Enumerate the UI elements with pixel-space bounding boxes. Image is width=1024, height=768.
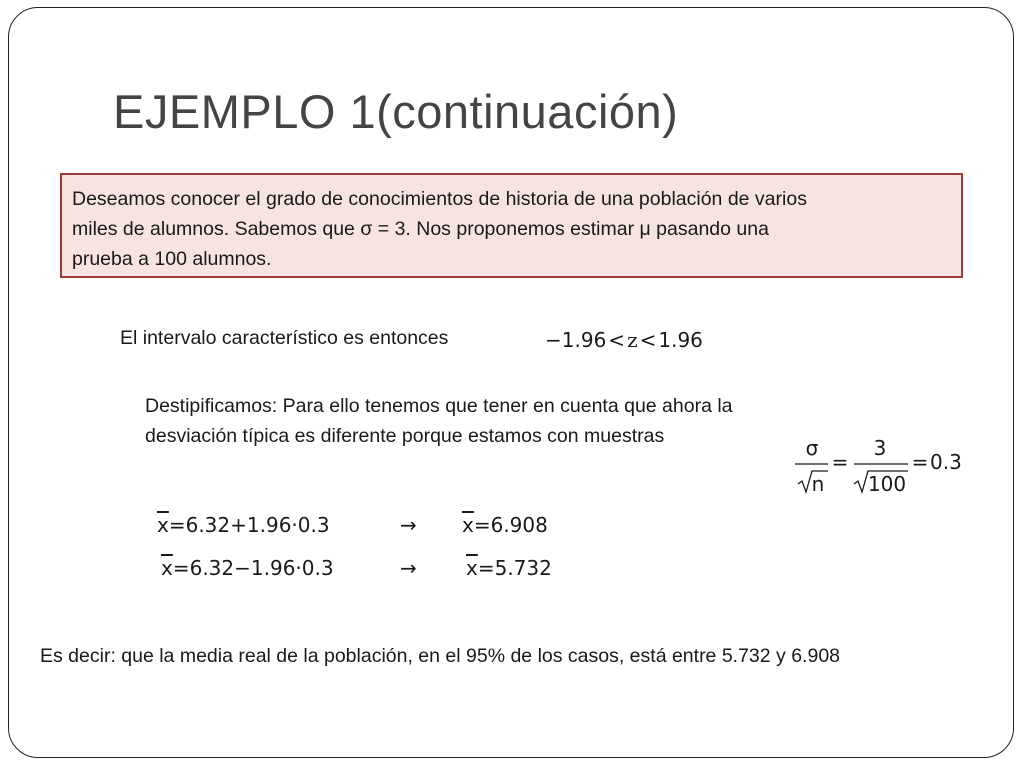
problem-line-1: Deseamos conocer el grado de conocimientos de historia de una población de varios	[72, 188, 807, 210]
z-variable: z	[627, 328, 638, 352]
sigma-frac-result: 0.3	[930, 450, 962, 474]
implies-arrow-icon: →	[400, 556, 417, 580]
less-than-symbol: <	[608, 328, 626, 352]
lower-limit-result	[466, 556, 552, 580]
slide-title: EJEMPLO 1(continuación)	[113, 85, 679, 138]
x-bar-variable: $\overline{x}$	[157, 513, 169, 537]
equals-symbol: =	[831, 450, 849, 474]
sigma-symbol: σ	[805, 436, 819, 460]
problem-line-2: miles de alumnos. Sabemos que σ = 3. Nos proponemos estimar μ pasando una	[72, 218, 769, 240]
equals-symbol: =	[911, 450, 929, 474]
sigma-over-sqrt-n-formula	[790, 430, 980, 500]
destipify-line-1: Destipificamos: Para ello tenemos que tener en cuenta que ahora la	[145, 395, 733, 417]
numerator-three: 3	[873, 436, 887, 460]
denominator-hundred: 100	[867, 472, 907, 496]
implies-arrow-icon: →	[400, 513, 417, 537]
lower-limit-value: =5.732	[477, 556, 552, 580]
upper-limit-value: =6.908	[473, 513, 548, 537]
problem-line-3: prueba a 100 alumnos.	[72, 248, 272, 270]
destipify-line-2: desviación típica es diferente porque estamos con muestras	[145, 425, 665, 447]
interval-lower-bound: −1.96	[545, 328, 607, 352]
n-variable: n	[811, 472, 825, 496]
upper-limit-equation	[157, 513, 330, 537]
x-bar-variable: $\overline{x}$	[462, 513, 474, 537]
lower-limit-expression: =6.32−1.96·0.3	[172, 556, 334, 580]
problem-statement-box	[60, 173, 963, 278]
x-bar-variable: $\overline{x}$	[161, 556, 173, 580]
x-bar-variable: $\overline{x}$	[466, 556, 478, 580]
interval-upper-bound: 1.96	[658, 328, 703, 352]
interval-label: El intervalo característico es entonces	[120, 327, 449, 349]
less-than-symbol: <	[639, 328, 657, 352]
upper-limit-expression: =6.32+1.96·0.3	[168, 513, 330, 537]
upper-limit-result	[462, 513, 548, 537]
conclusion-text: Es decir: que la media real de la población, en el 95% de los casos, está entre 5.732 y 6.908	[40, 645, 841, 667]
interval-inequality	[545, 328, 703, 352]
lower-limit-equation	[161, 556, 334, 580]
